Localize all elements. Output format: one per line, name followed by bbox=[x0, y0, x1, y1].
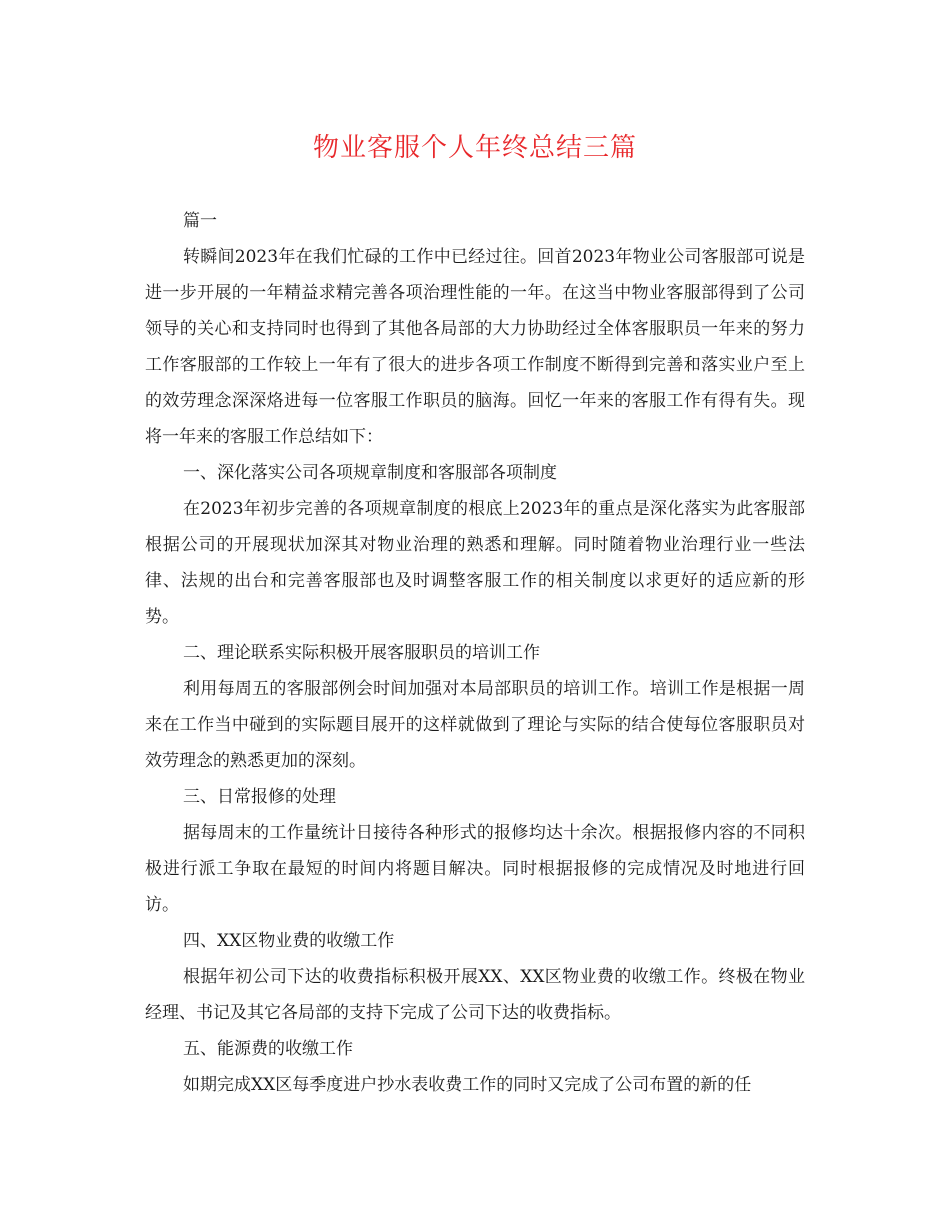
section-heading: 三、日常报修的处理 bbox=[183, 787, 336, 807]
body-paragraph: 在2023年初步完善的各项规章制度的根底上2023年的重点是深化落实为此客服部根据公司的开展现状加深其对物业治理的熟悉和理解。同时随着物业治理行业一些法律、法规的出台和完善客服部也及时调整客服工作的相关制度以求更好的适应新的形势。 bbox=[145, 499, 805, 627]
section-heading: 一、深化落实公司各项规章制度和客服部各项制度 bbox=[183, 463, 557, 483]
body-paragraph: 根据年初公司下达的收费指标积极开展XX、XX区物业费的收缴工作。终极在物业经理、书记及其它各局部的支持下完成了公司下达的收费指标。 bbox=[145, 967, 805, 1023]
document-title: 物业客服个人年终总结三篇 bbox=[312, 133, 637, 163]
body-paragraph: 如期完成XX区每季度进户抄水表收费工作的同时又完成了公司布置的新的任 bbox=[183, 1075, 752, 1095]
section-heading: 四、XX区物业费的收缴工作 bbox=[183, 931, 395, 951]
body-paragraph: 转瞬间2023年在我们忙碌的工作中已经过往。回首2023年物业公司客服部可说是进一步开展的一年精益求精完善各项治理性能的一年。在这当中物业客服部得到了公司领导的关心和支持同时也得到了其他各局部的大力协助经过全体客服职员一年来的努力工作客服部的工作较上一年有了很大的进步各项工作制度不断得到完善和落实业户至上的效劳理念深深烙进每一位客服工作职员的脑海。回忆一年来的客服工作有得有失。现将一年来的客服工作总结如下： bbox=[145, 247, 805, 447]
section-heading: 二、理论联系实际积极开展客服职员的培训工作 bbox=[183, 643, 540, 663]
document-body bbox=[145, 203, 805, 1103]
section-label: 篇一 bbox=[183, 211, 217, 231]
section-heading: 五、能源费的收缴工作 bbox=[183, 1039, 353, 1059]
body-paragraph: 据每周末的工作量统计日接待各种形式的报修均达十余次。根据报修内容的不同积极进行派工争取在最短的时间内将题目解决。同时根据报修的完成情况及时地进行回访。 bbox=[145, 823, 805, 915]
body-paragraph: 利用每周五的客服部例会时间加强对本局部职员的培训工作。培训工作是根据一周来在工作当中碰到的实际题目展开的这样就做到了理论与实际的结合使每位客服职员对效劳理念的熟悉更加的深刻。 bbox=[145, 679, 805, 771]
